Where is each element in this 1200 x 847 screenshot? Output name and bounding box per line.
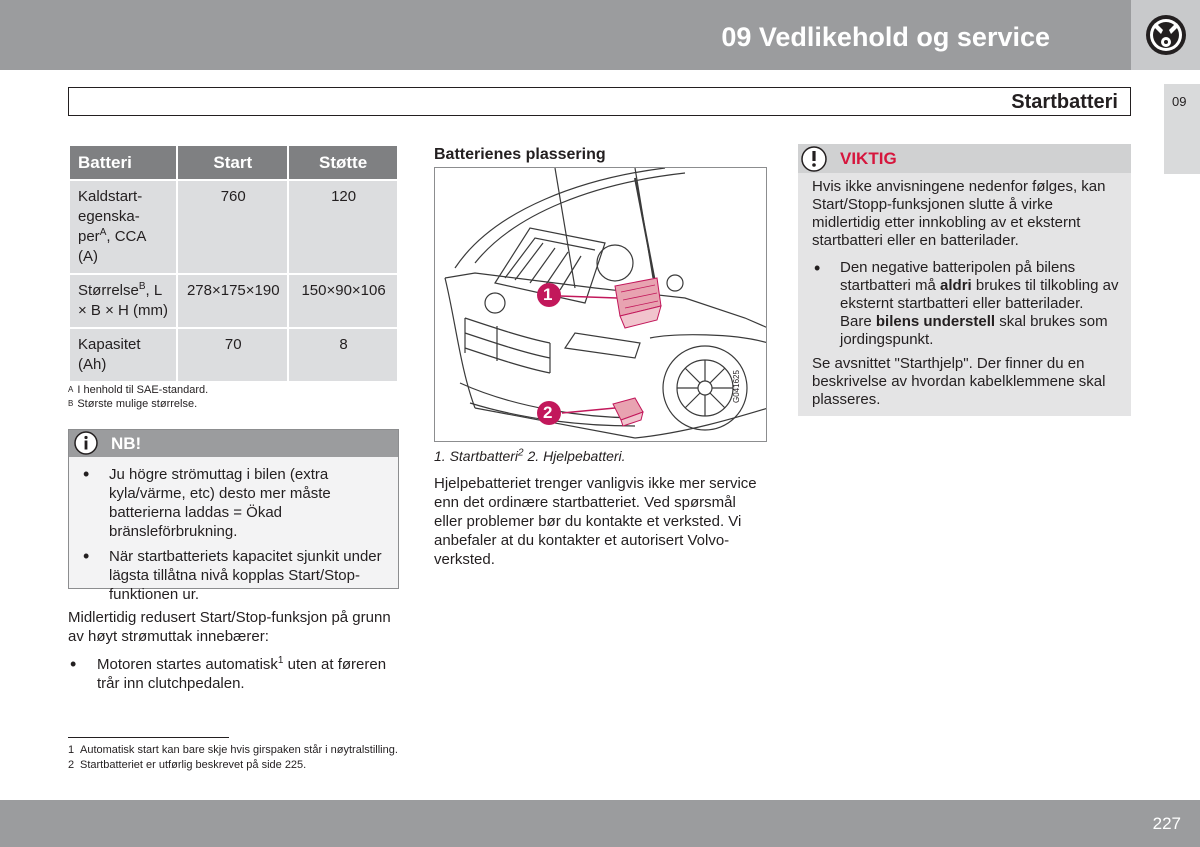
callout-label-2: 2 (543, 403, 553, 422)
label-text: Størrelse (78, 282, 139, 299)
footnote-2 (68, 759, 306, 772)
warning-bullet-emphasis: bilens understell (875, 313, 996, 330)
warning-outro: Se avsnittet "Starthjelp". Der finner du en beskrivelse av hvordan kabelklemmene skal plasseres. (812, 355, 1106, 408)
chapter-title: 09 Vedlikehold og service (721, 22, 1050, 52)
table-header-start: Start (178, 146, 287, 179)
warning-bullet-text: skal brukes som jordingspunkt. (840, 313, 1108, 348)
table-note-b (68, 397, 197, 411)
section-title: Startbatteri (1011, 91, 1118, 113)
table-header-row (70, 146, 397, 179)
important-warning-title: VIKTIG (840, 149, 897, 168)
table-row-label (70, 181, 176, 273)
start-stop-bullet: • Motoren startes automatisk$^1$ uten at føreren trår inn clutchpedalen. (70, 654, 387, 692)
warning-icon (801, 146, 827, 172)
warning-intro: Hvis ikke anvisningene nedenfor følges, kan Start/Stopp-funksjonen slutte å virke midlertidig etter innkobling av et eksternt startbatteri eller en batterilader. (812, 178, 1106, 249)
battery-location-figure (434, 167, 767, 442)
table-header-support: Støtte (289, 146, 397, 179)
list-item: • När startbatteriets kapacitet sjunkit under lägsta tillåtna nivå kopplas Start/Stop-funktionen ur. (69, 547, 389, 604)
nb-note-box (68, 429, 399, 603)
engine-bay-illustration (435, 168, 767, 442)
footnote-number: 2 (68, 759, 75, 771)
important-warning-box (798, 144, 1131, 416)
label-superscript: B (138, 281, 146, 292)
table-row (70, 329, 397, 381)
caption-text-rest: 2. Hjelpebatteri. (523, 448, 626, 464)
label-text: Kapasitet (Ah) (78, 336, 141, 373)
page-number: 227 (1152, 814, 1181, 833)
important-warning-body (798, 173, 1131, 409)
table-row (70, 181, 397, 273)
chapter-side-tab (1164, 84, 1200, 174)
nb-note-header (69, 430, 398, 457)
table-note-text: Største mulige størrelse. (77, 398, 198, 410)
table-row (70, 275, 397, 327)
important-warning-header (798, 144, 1131, 173)
table-row-label (70, 329, 176, 381)
label-superscript: A (99, 227, 107, 238)
wrench-gear-icon (1143, 12, 1189, 58)
table-row-label (70, 275, 176, 327)
label-text-rest: , L × B × H (mm) (78, 282, 169, 319)
nb-note-list (69, 465, 389, 604)
warning-bullet: • Den negative batteripolen på bilens startbatteri må aldri brukes til tilkobling av eksternt startbatteri eller batterilader. Bare bilens understell skal brukes som jordingspunkt. (814, 258, 1119, 348)
table-note-a (68, 383, 208, 397)
info-icon (74, 431, 98, 455)
footnote-1 (68, 744, 398, 757)
table-cell-support: 120 (289, 181, 397, 273)
section-title-bar (68, 87, 1131, 116)
table-cell-start: 278×175×190 (178, 275, 287, 327)
label-text: Kaldstart-egenska-per (78, 188, 143, 245)
start-stop-intro: Midlertidig redusert Start/Stop-funksjon på grunn av høyt strømuttak innebærer: (68, 609, 391, 645)
footnote-divider (68, 737, 229, 738)
page-footer-band (0, 800, 1200, 847)
start-battery-highlight (615, 278, 661, 328)
bullet-text: Motoren startes automatisk (97, 656, 278, 673)
footnote-text: Automatisk start kan bare skje hvis girspaken står i nøytralstilling. (80, 744, 398, 756)
battery-spec-table (68, 144, 399, 383)
support-battery-highlight (613, 398, 643, 426)
battery-location-heading: Batterienes plassering (434, 146, 606, 163)
chapter-icon-box (1131, 0, 1200, 70)
warning-bullet-text: brukes til tilkobling av eksternt startbatteri eller batterilader. Bare (840, 277, 1119, 330)
footnote-number: 1 (68, 744, 75, 756)
nb-note-title: NB! (111, 434, 142, 453)
table-cell-support: 8 (289, 329, 397, 381)
footnote-ref: 1 (277, 655, 284, 666)
table-note-mark: A (68, 385, 74, 394)
table-note-text: I henhold til SAE-standard. (77, 384, 209, 396)
footnote-text: Startbatteriet er utførlig beskrevet på side 225. (80, 759, 307, 771)
label-text-rest: , CCA (A) (78, 228, 146, 265)
warning-bullet-emphasis: aldri (940, 277, 972, 294)
support-battery-paragraph: Hjelpebatteriet trenger vanligvis ikke mer service enn det ordinære startbatteriet. Ved spørsmål eller problemer bør du kontakte et verksted. Vi anbefaler at du kontakter et autorisert Volvo-verksted. (434, 475, 757, 568)
caption-text: 1. Startbatteri (434, 448, 519, 464)
side-tab-label: 09 (1172, 94, 1187, 109)
callout-label-1: 1 (543, 285, 553, 304)
figure-code: G041625 (732, 370, 741, 403)
table-cell-support: 150×90×106 (289, 275, 397, 327)
list-item: • Ju högre strömuttag i bilen (extra kyla/värme, etc) desto mer måste batterierna laddas = Ökad bränsleförbrukning. (69, 465, 389, 541)
warning-bullet-text: Den negative batteripolen på bilens startbatteri må (840, 259, 1076, 294)
table-cell-start: 70 (178, 329, 287, 381)
chapter-header-band (0, 0, 1131, 70)
table-header-battery: Batteri (70, 146, 176, 179)
table-note-mark: B (68, 399, 74, 408)
footnote-ref: 2 (518, 447, 524, 459)
bullet-text-rest: uten at føreren trår inn clutchpedalen. (97, 656, 387, 692)
figure-caption (434, 448, 626, 464)
table-cell-start: 760 (178, 181, 287, 273)
